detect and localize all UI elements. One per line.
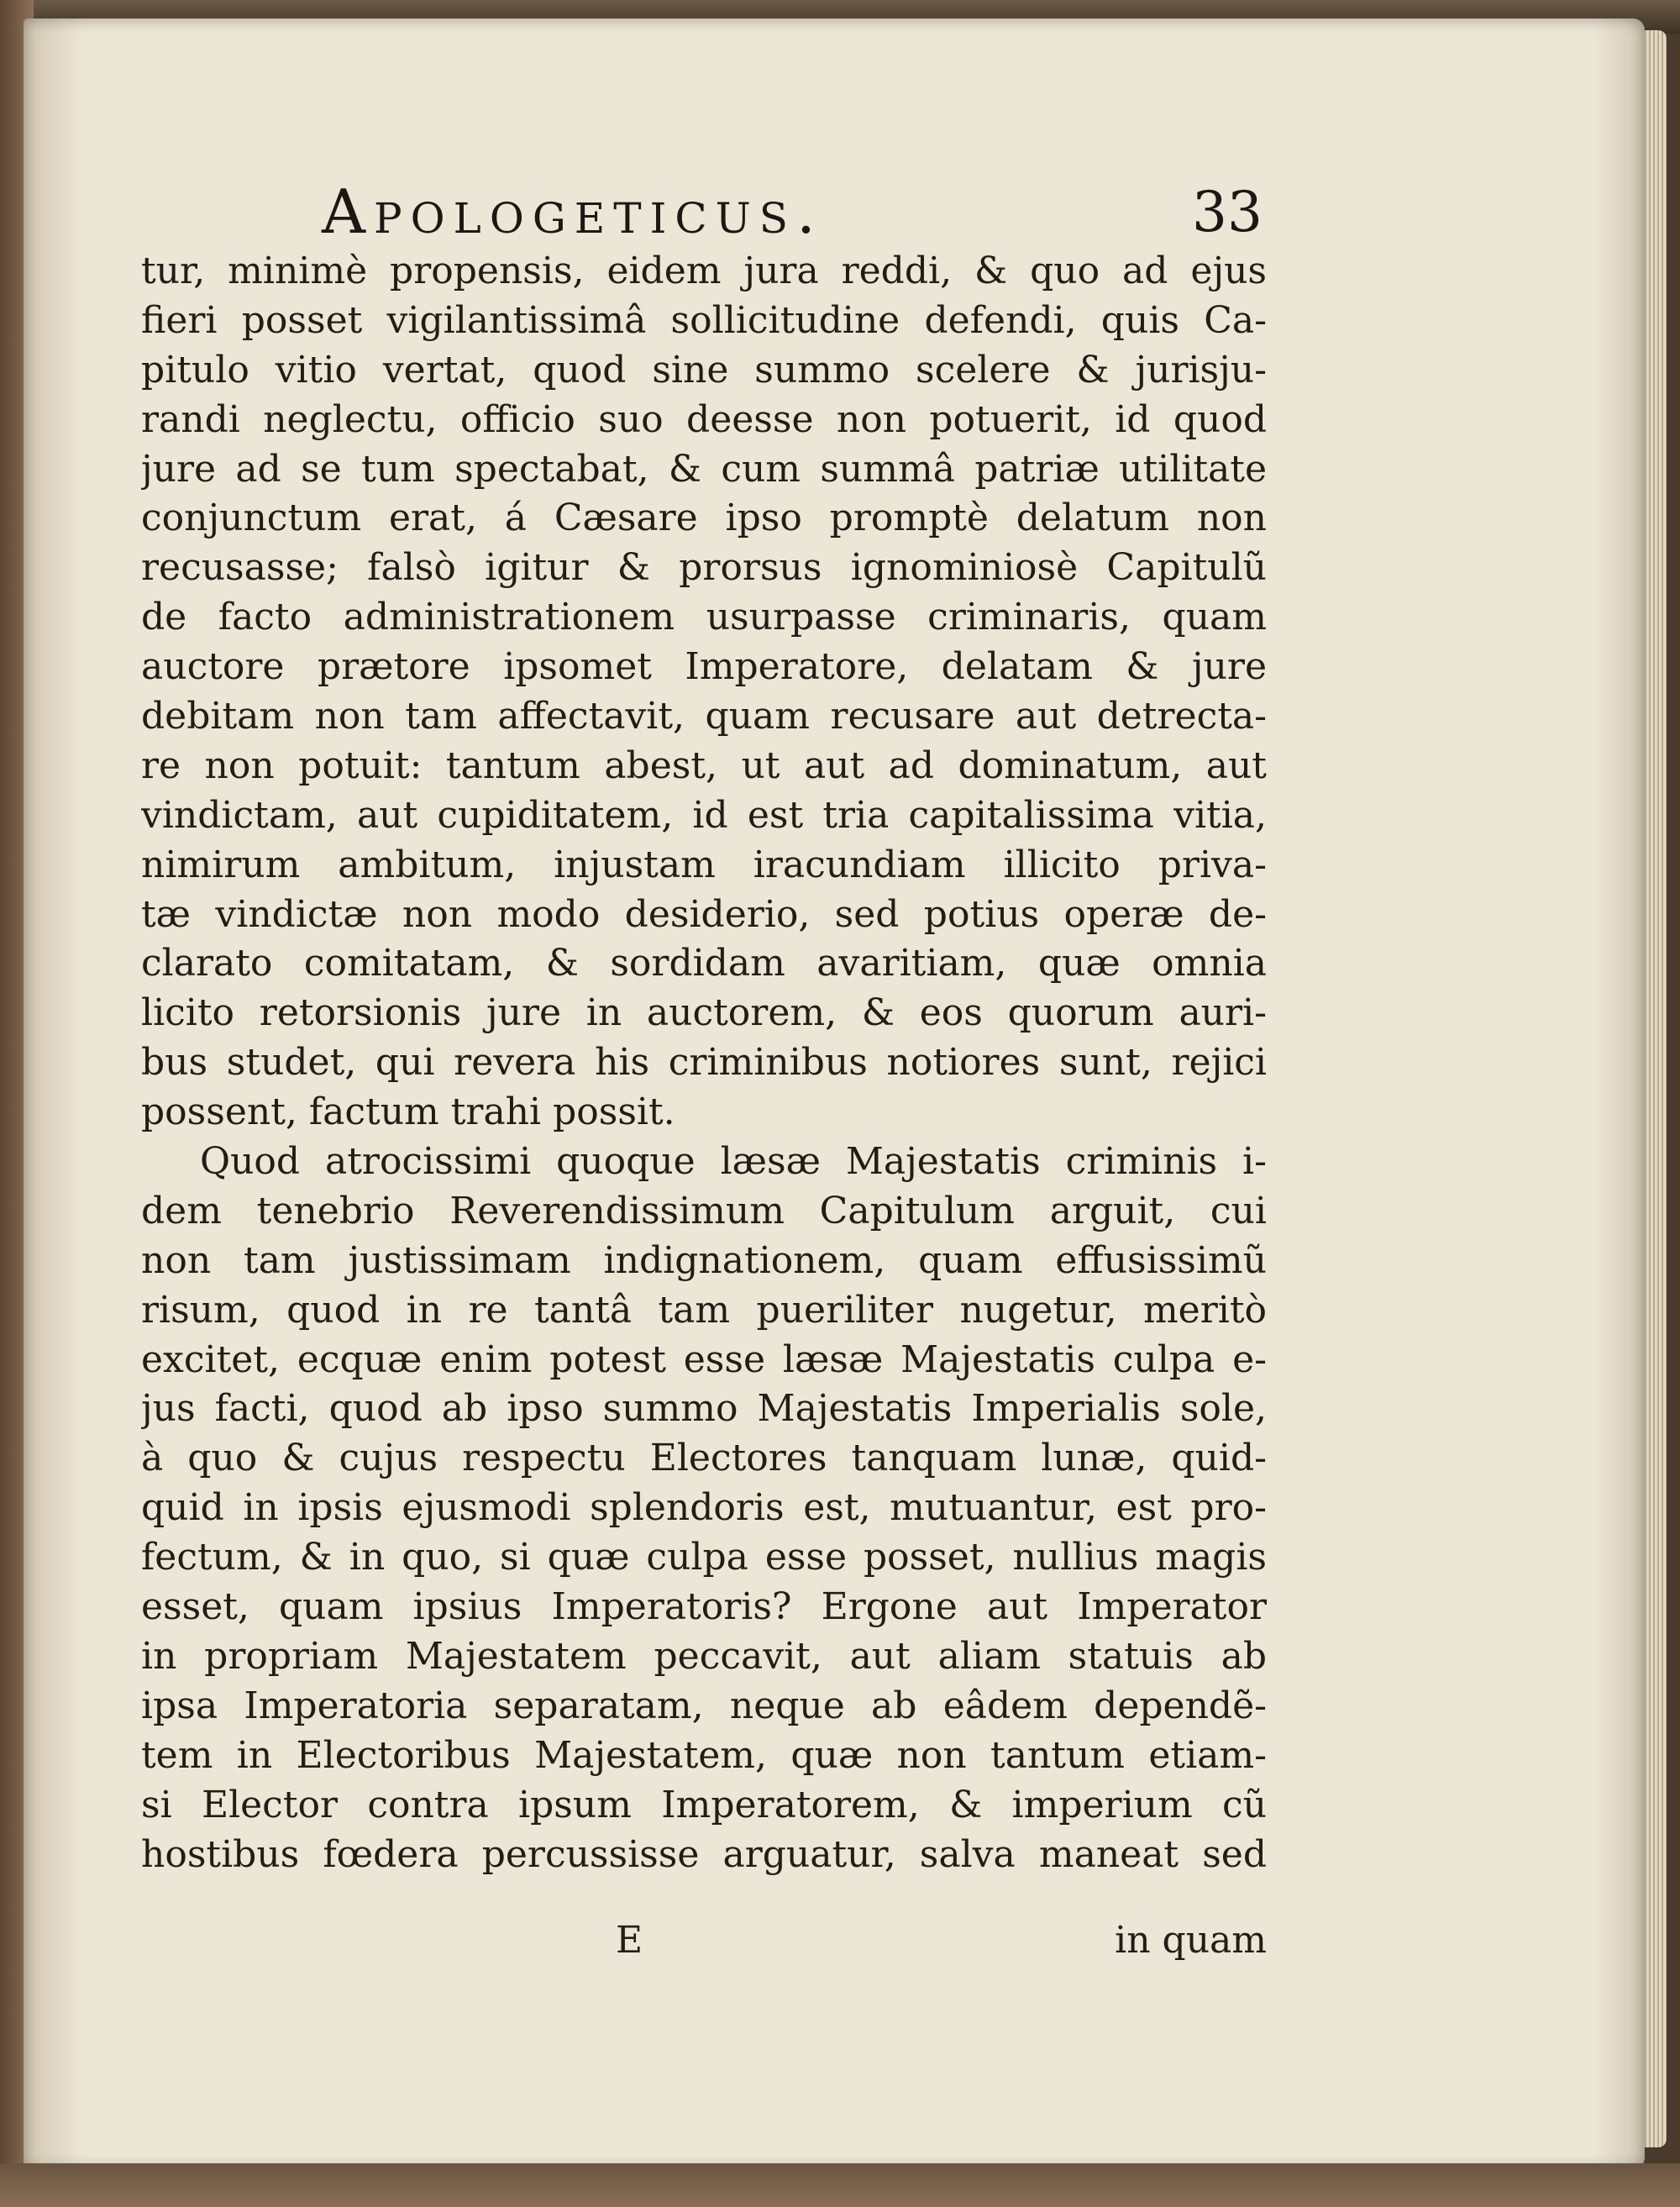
text-line: randi neglectu, officio suo deesse non potuerit, id quod (141, 397, 1267, 441)
page-number: 33 (1192, 180, 1263, 244)
text-line: pitulo vitio vertat, quod sine summo scelere & jurisju- (141, 348, 1267, 391)
text-line: tem in Electoribus Majestatem, quæ non tantum etiam- (141, 1733, 1267, 1777)
text-line: si Elector contra ipsum Imperatorem, & imperium cũ (141, 1783, 1267, 1826)
text-line: jus facti, quod ab ipso summo Majestatis Imperialis sole, (141, 1387, 1267, 1431)
text-line: recusasse; falsò igitur & prorsus ignominiosè Capitulũ (141, 546, 1267, 590)
text-line: fectum, & in quo, si quæ culpa esse posset, nullius magis (141, 1536, 1267, 1579)
text-line: nimirum ambitum, injustam iracundiam illicito priva- (141, 843, 1267, 886)
text-line: risum, quod in re tantâ tam pueriliter nugetur, meritò (141, 1288, 1267, 1332)
text-line: clarato comitatam, & sordidam avaritiam, quæ omnia (141, 942, 1267, 985)
text-line: bus studet, qui revera his criminibus notiores sunt, rejici (141, 1041, 1267, 1085)
text-line: vindictam, aut cupiditatem, id est tria capitalissima vitia, (141, 793, 1267, 837)
text-line: fieri posset vigilantissimâ sollicitudine defendi, quis Ca- (141, 298, 1267, 342)
text-line: esset, quam ipsius Imperatoris? Ergone aut Imperator (141, 1585, 1267, 1629)
text-line: de facto administrationem usurpasse criminaris, quam (141, 596, 1267, 639)
text-line: licito retorsionis jure in auctorem, & eos quorum auri- (141, 991, 1267, 1035)
text-line: tur, minimè propensis, eidem jura reddi, & quo ad ejus (141, 250, 1267, 292)
book-bottom-edge (0, 2163, 1680, 2207)
text-line: non tam justissimam indignationem, quam effusissimũ (141, 1238, 1267, 1282)
text-line: in propriam Majestatem peccavit, aut aliam statuis ab (141, 1634, 1267, 1678)
book-page (24, 18, 1645, 2169)
body-text (141, 247, 1267, 1879)
catchword: in quam (1115, 1919, 1267, 1962)
text-line: excitet, ecquæ enim potest esse læsæ Majestatis culpa e- (141, 1337, 1267, 1381)
signature-mark: E (616, 1919, 643, 1962)
text-line: dem tenebrio Reverendissimum Capitulum arguit, cui (141, 1189, 1267, 1232)
text-line: conjunctum erat, á Cæsare ipso promptè delatum non (141, 497, 1267, 540)
page-header (322, 176, 1263, 252)
text-line: quid in ipsis ejusmodi splendoris est, mutuantur, est pro- (141, 1486, 1267, 1530)
text-line: à quo & cujus respectu Electores tanquam lunæ, quid- (141, 1437, 1267, 1480)
text-line: jure ad se tum spectabat, & cum summâ patriæ utilitate (141, 447, 1267, 491)
paragraph-first-line: Quod atrocissimi quoque læsæ Majestatis criminis i- (200, 1140, 1267, 1184)
running-title: Apologeticus. (322, 176, 824, 247)
paragraph-last-line: possent, factum trahi possit. (141, 1090, 675, 1134)
page-footer (141, 1919, 1267, 1978)
text-line: auctore prætore ipsomet Imperatore, delatam & jure (141, 645, 1267, 689)
text-line: re non potuit: tantum abest, ut aut ad dominatum, aut (141, 744, 1267, 787)
text-line: tæ vindictæ non modo desiderio, sed potius operæ de- (141, 892, 1267, 936)
text-line: ipsa Imperatoria separatam, neque ab eâdem dependẽ- (141, 1684, 1267, 1727)
text-line: hostibus fœdera percussisse arguatur, salva maneat sed (141, 1832, 1267, 1876)
text-line: debitam non tam affectavit, quam recusare aut detrecta- (141, 695, 1267, 738)
